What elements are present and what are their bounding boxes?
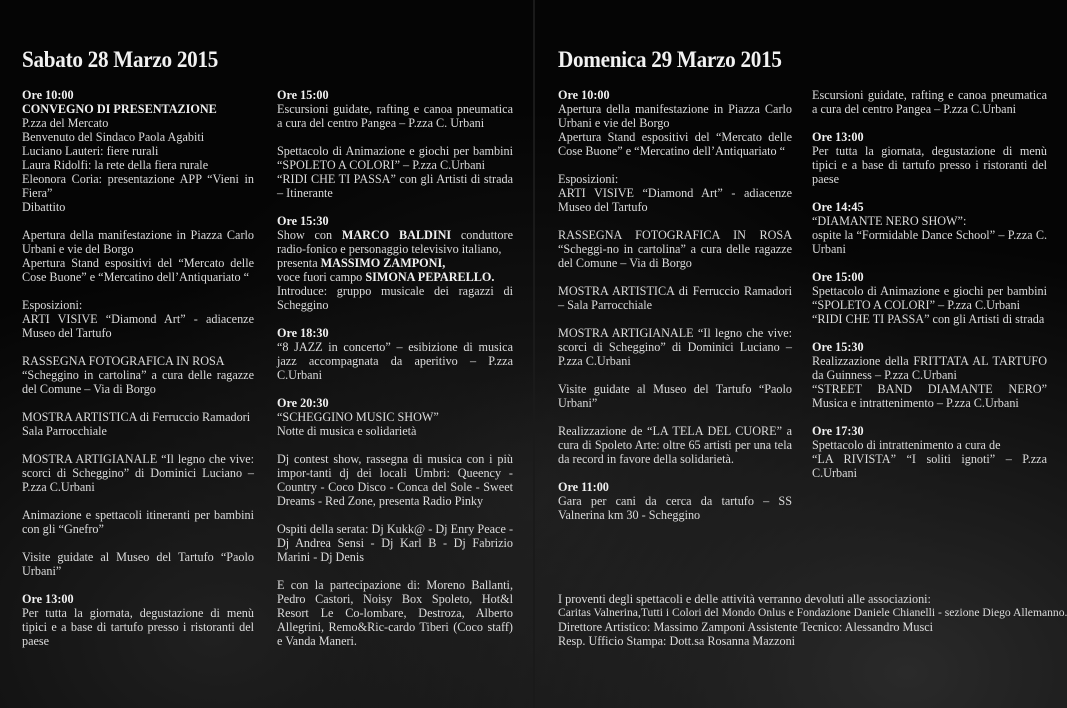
sat-block-1 <box>22 88 254 214</box>
text: Apertura della manifestazione in Piazza Carlo Urbani e vie del Borgo <box>22 228 254 256</box>
saturday-panel <box>0 0 533 708</box>
text: Show con <box>277 228 342 242</box>
sat-block-11 <box>277 144 513 200</box>
text: Realizzazione della FRITTATA AL TARTUFO da Guinness – P.zza C.Urbani <box>812 354 1047 382</box>
time-label: Ore 15:00 <box>277 88 329 102</box>
text: MOSTRA ARTISTICA di Ferruccio Ramadori <box>22 410 251 424</box>
time-label: Ore 13:00 <box>22 592 74 606</box>
sun-block-9 <box>812 88 1047 116</box>
text: Esposizioni: <box>22 298 83 312</box>
time-label: Ore 15:30 <box>812 340 864 354</box>
saturday-column-1 <box>22 88 254 662</box>
text: ospite la “Formidable Dance School” – P.zza C. Urbani <box>812 228 1047 256</box>
sat-block-2 <box>22 228 254 284</box>
text: Esposizioni: <box>558 172 619 186</box>
time-label: Ore 15:30 <box>277 214 329 228</box>
text: E con la partecipazione di: Moreno Ballanti, Pedro Castori, Noisy Box Spoleto, Hot&l Resort Le Co-lombare, Destroza, Alberto Allegrini, Remo&Ric-cardo Tiberi (Coco staff) e Vanda Maneri. <box>277 578 513 648</box>
text: RASSEGNA FOTOGRAFICA IN ROSA “Scheggi-no in cartolina” a cura delle ragazze del Comune – Via di Borgo <box>558 228 792 270</box>
text: MOSTRA ARTIGIANALE “Il legno che vive: scorci di Scheggino” di Dominici Luciano – P.zza C.Urbani <box>22 452 254 494</box>
text: Spettacolo di intrattenimento a cura de <box>812 438 1001 452</box>
sun-block-6 <box>558 382 792 410</box>
sun-block-2 <box>558 172 792 214</box>
text: MOSTRA ARTISTICA di Ferruccio Ramadori – Sala Parrocchiale <box>558 284 792 312</box>
text: Dj contest show, rassegna di musica con i più impor-tanti dj dei locali Umbri: Queency - Country - Coco Disco - Conca del Sole - Sweet Dreams - Red Zone, presenta Radio Pinky <box>277 452 513 508</box>
time-label: Ore 10:00 <box>22 88 74 102</box>
text: Escursioni guidate, rafting e canoa pneumatica a cura del centro Pangea – P.zza C.Urbani <box>812 88 1047 116</box>
sun-block-11 <box>812 200 1047 256</box>
text: “LA RIVISTA” “I soliti ignoti” – P.zza C.Urbani <box>812 452 1047 480</box>
sun-block-3 <box>558 228 792 270</box>
text: Apertura della manifestazione in Piazza Carlo Urbani e vie del Borgo <box>558 102 792 130</box>
time-label: Ore 18:30 <box>277 326 329 340</box>
text: “SCHEGGINO MUSIC SHOW” <box>277 410 439 424</box>
text: ARTI VISIVE “Diamond Art” - adiacenze Museo del Tartufo <box>22 312 254 340</box>
text: Visite guidate al Museo del Tartufo “Paolo Urbani” <box>22 550 254 578</box>
text: Escursioni guidate, rafting e canoa pneumatica a cura del centro Pangea – P.zza C. Urbani <box>277 102 513 130</box>
text: Animazione e spettacoli itineranti per bambini con gli “Gnefro” <box>22 508 254 536</box>
text: Spettacolo di Animazione e giochi per bambini “SPOLETO A COLORI” – P.zza C.Urbani <box>277 144 513 172</box>
line: Laura Ridolfi: la rete della fiera rurale <box>22 158 209 172</box>
text: Apertura Stand espositivi del “Mercato delle Cose Buone” e “Mercatino dell’Antiquariato “ <box>558 130 792 158</box>
guest-name: MASSIMO ZAMPONI, <box>320 256 446 270</box>
event-title: CONVEGNO DI PRESENTAZIONE <box>22 102 217 116</box>
sat-block-6 <box>22 452 254 494</box>
sat-block-14 <box>277 396 513 438</box>
sun-block-10 <box>812 130 1047 186</box>
footer-line: I proventi degli spettacoli e delle attività verranno devoluti alle associazioni: <box>558 592 931 606</box>
text: Visite guidate al Museo del Tartufo “Paolo Urbani” <box>558 382 792 410</box>
guest-name: MARCO BALDINI <box>341 228 452 242</box>
text: Per tutta la giornata, degustazione di menù tipici e a base di tartufo presso i ristoranti del paese <box>812 144 1047 186</box>
sat-block-4 <box>22 354 254 396</box>
line: Dibattito <box>22 200 66 214</box>
text: “RIDI CHE TI PASSA” con gli Artisti di strada – Itinerante <box>277 172 513 200</box>
saturday-column-2 <box>277 88 513 662</box>
sat-block-10 <box>277 88 513 130</box>
sun-block-5 <box>558 326 792 368</box>
sun-block-12 <box>812 270 1047 326</box>
time-label: Ore 15:00 <box>812 270 864 284</box>
text: RASSEGNA FOTOGRAFICA IN ROSA <box>22 354 225 368</box>
text: ARTI VISIVE “Diamond Art” - adiacenze Museo del Tartufo <box>558 186 792 214</box>
text: Per tutta la giornata, degustazione di menù tipici e a base di tartufo presso i ristoranti del paese <box>22 606 254 648</box>
sat-block-17 <box>277 578 513 648</box>
text: “RIDI CHE TI PASSA” con gli Artisti di strada <box>812 312 1045 326</box>
text: Introduce: gruppo musicale dei ragazzi di Scheggino <box>277 284 513 312</box>
guest-name: SIMONA PEPARELLO. <box>365 270 495 284</box>
time-label: Ore 14:45 <box>812 200 864 214</box>
text: Notte di musica e solidarietà <box>277 424 417 438</box>
time-label: Ore 17:30 <box>812 424 864 438</box>
time-label: Ore 13:00 <box>812 130 864 144</box>
sun-block-7 <box>558 424 792 466</box>
text: conduttore radio-fonico e personaggio televisivo italiano, <box>277 228 513 256</box>
sat-block-12 <box>277 214 513 312</box>
saturday-title: Sabato 28 Marzo 2015 <box>22 47 219 72</box>
line: P.zza del Mercato <box>22 116 109 130</box>
line: Benvenuto del Sindaco Paola Agabiti <box>22 130 205 144</box>
line: Luciano Lauteri: fiere rurali <box>22 144 159 158</box>
text: Realizzazione de “LA TELA DEL CUORE” a cura di Spoleto Arte: oltre 65 artisti per una tela da record in favore della solidarietà. <box>558 424 792 466</box>
text: voce fuori campo <box>277 270 366 284</box>
sun-block-8 <box>558 480 792 522</box>
sat-block-8 <box>22 550 254 578</box>
sun-block-13 <box>812 340 1047 410</box>
sat-block-13 <box>277 326 513 382</box>
time-label: Ore 20:30 <box>277 396 329 410</box>
text: Spettacolo di Animazione e giochi per bambini “SPOLETO A COLORI” – P.zza C.Urbani <box>812 284 1047 312</box>
line: Eleonora Coria: presentazione APP “Vieni in Fiera” <box>22 172 254 200</box>
text: Apertura Stand espositivi del “Mercato delle Cose Buone” e “Mercatino dell’Antiquariato “ <box>22 256 254 284</box>
footer-line: Caritas Valnerina,Tutti i Colori del Mondo Onlus e Fondazione Daniele Chianelli - sezione Diego Allemanno. <box>558 606 1067 619</box>
text: MOSTRA ARTIGIANALE “Il legno che vive: scorci di Scheggino” di Dominici Luciano – P.zza C.Urbani <box>558 326 792 368</box>
footer-line: Resp. Ufficio Stampa: Dott.sa Rosanna Mazzoni <box>558 634 796 648</box>
footer-line: Direttore Artistico: Massimo Zamponi Assistente Tecnico: Alessandro Musci <box>558 620 933 634</box>
text: “8 JAZZ in concerto” – esibizione di musica jazz accompagnata da aperitivo – P.zza C.Urbani <box>277 340 513 382</box>
time-label: Ore 10:00 <box>558 88 610 102</box>
sat-block-5 <box>22 410 254 438</box>
credits-footer <box>558 592 1067 648</box>
text: “STREET BAND DIAMANTE NERO” Musica e intrattenimento – P.zza C.Urbani <box>812 382 1047 410</box>
sat-block-9 <box>22 592 254 648</box>
sat-block-3 <box>22 298 254 340</box>
sun-block-14 <box>812 424 1047 480</box>
sun-block-4 <box>558 284 792 312</box>
sunday-title: Domenica 29 Marzo 2015 <box>558 47 782 72</box>
sunday-column-1 <box>558 88 792 536</box>
time-label: Ore 11:00 <box>558 480 609 494</box>
sat-block-15 <box>277 452 513 508</box>
sat-block-7 <box>22 508 254 536</box>
text: Ospiti della serata: Dj Kukk@ - Dj Enry Peace - Dj Andrea Sensi - Dj Karl B - Dj Fabrizio Marini - Dj Denis <box>277 522 513 564</box>
text: “DIAMANTE NERO SHOW”: <box>812 214 967 228</box>
sun-block-1 <box>558 88 792 158</box>
text: presenta <box>277 256 321 270</box>
text: Gara per cani da cerca da tartufo – SS Valnerina km 30 - Scheggino <box>558 494 792 522</box>
sat-block-16 <box>277 522 513 564</box>
sunday-column-2 <box>812 88 1047 494</box>
text: “Scheggino in cartolina” a cura delle ragazze del Comune – Via di Borgo <box>22 368 254 396</box>
text: Sala Parrocchiale <box>22 424 107 438</box>
